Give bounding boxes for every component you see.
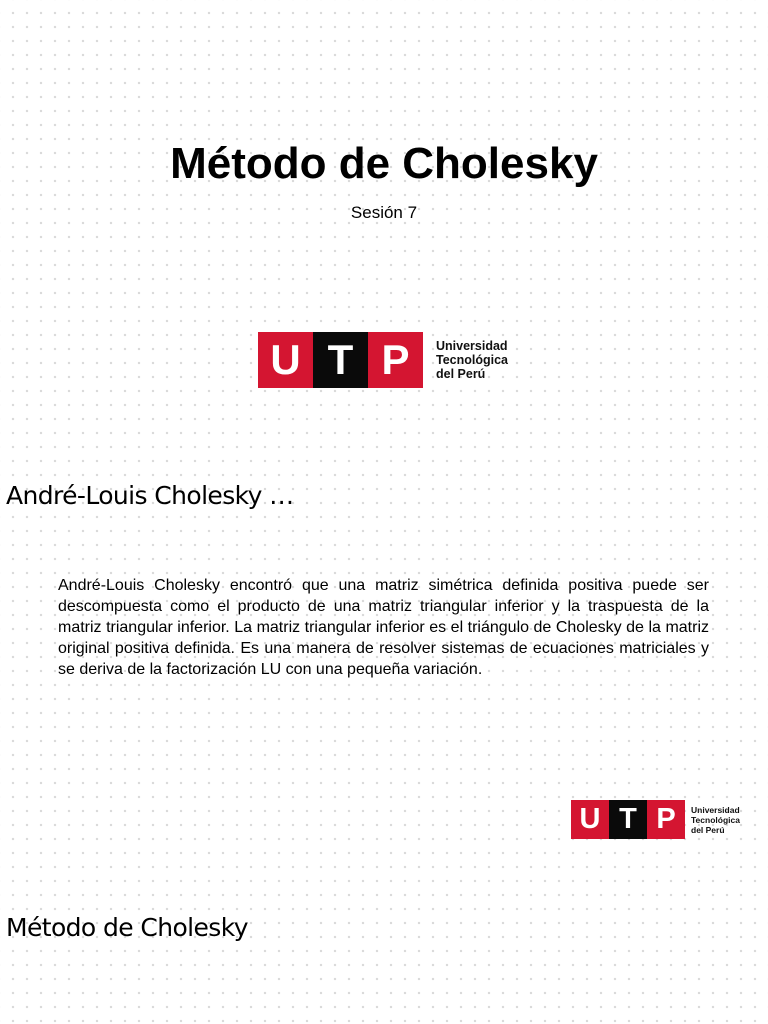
utp-logo [258,332,508,388]
logo-letter-p: P [647,800,685,839]
logo-line-3: del Perú [691,824,725,835]
utp-logo-blocks [571,800,685,839]
logo-line-3: del Perú [436,367,486,381]
utp-logo-small [571,800,740,839]
logo-line-1: Universidad [691,804,740,815]
logo-letter-u: U [258,332,313,388]
logo-letter-t: T [609,800,647,839]
section-heading: André-Louis Cholesky … [6,481,294,510]
logo-line-2: Tecnológica [691,814,740,825]
logo-letter-u: U [571,800,609,839]
logo-line-1: Universidad [436,339,508,353]
utp-logo-text [436,339,508,381]
page-title: Método de Cholesky [170,139,598,188]
utp-logo-blocks [258,332,423,388]
logo-line-2: Tecnológica [436,353,509,367]
session-subtitle: Sesión 7 [350,203,418,222]
method-slide [0,880,768,1024]
body-paragraph: André-Louis Cholesky encontró que una matriz simétrica definida positiva puede ser descompuesta como el producto de una matriz triangular inferior y la traspuesta de la matriz triangular inferior. La matriz triangular inferior es el triángulo de Cholesky de la matriz original positiva definida. Es una manera de resolver sistemas de ecuaciones matriciales y se deriva de la factorización LU con una pequeña variación. [58,577,709,678]
section-heading: Método de Cholesky [6,913,248,942]
title-slide [0,0,768,440]
logo-letter-p: P [368,332,423,388]
utp-logo-text [691,805,740,835]
logo-letter-t: T [313,332,368,388]
